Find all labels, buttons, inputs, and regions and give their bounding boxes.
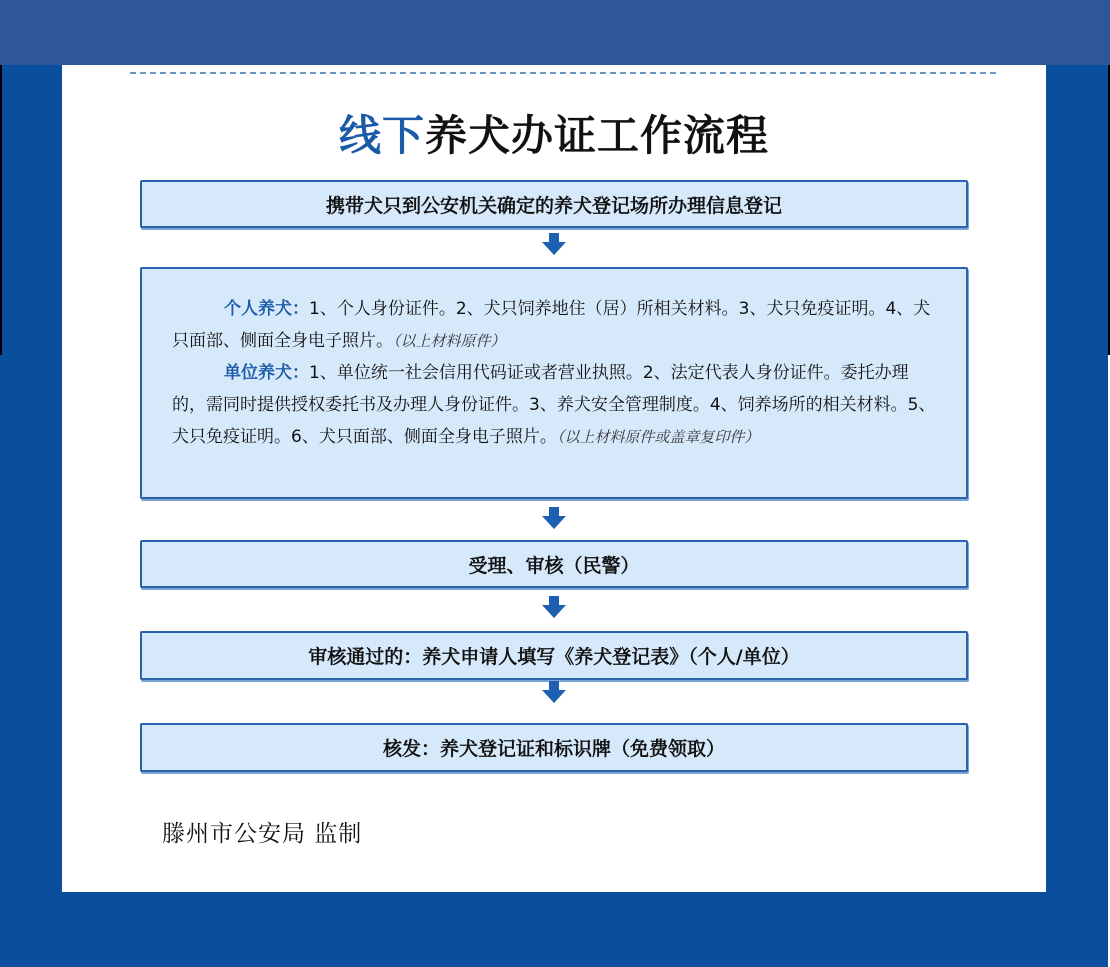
flow-step-fill-form — [140, 631, 968, 680]
flow-step-materials — [140, 267, 968, 499]
personal-requirements — [172, 293, 940, 357]
step-text: 受理、审核（民警） — [468, 554, 640, 577]
personal-body: 1、个人身份证件。2、犬只饲养地住（居）所相关材料。3、犬只免疫证明。4、犬只面部、侧面全身电子照片。 — [172, 299, 931, 351]
unit-requirements — [172, 357, 940, 453]
flow-step-review — [140, 540, 968, 588]
arrow-down-icon — [542, 596, 566, 618]
flow-step-issue — [140, 723, 968, 772]
personal-label: 个人养犬： — [224, 299, 309, 319]
arrow-down-icon — [542, 233, 566, 255]
arrow-down-icon — [542, 507, 566, 529]
page-title — [62, 103, 1046, 163]
unit-body: 1、单位统一社会信用代码证或者营业执照。2、法定代表人身份证件。委托办理的，需同时提供授权委托书及办理人身份证件。3、养犬安全管理制度。4、饲养场所的相关材料。5、犬只免疫证明。6、犬只面部、侧面全身电子照片。 — [172, 363, 936, 447]
step-text: 核发：养犬登记证和标识牌（免费领取） — [382, 738, 725, 760]
dashed-divider — [130, 72, 996, 74]
title-highlight: 线下 — [338, 111, 425, 160]
unit-label: 单位养犬： — [224, 363, 309, 383]
personal-note: （以上材料原件） — [393, 332, 506, 350]
poster-panel — [62, 65, 1046, 892]
step-text: 携带犬只到公安机关确定的养犬登记场所办理信息登记 — [325, 194, 782, 217]
left-edge-strip — [0, 65, 2, 355]
flow-step-register — [140, 180, 968, 228]
arrow-down-icon — [542, 681, 566, 703]
title-rest: 养犬办证工作流程 — [425, 111, 770, 160]
issuer-footer: 滕州市公安局 监制 — [162, 821, 363, 847]
unit-note: （以上材料原件或盖章复印件） — [556, 428, 760, 446]
top-banner — [0, 0, 1110, 65]
step-text: 审核通过的：养犬申请人填写《养犬登记表》（个人/单位） — [308, 646, 800, 668]
